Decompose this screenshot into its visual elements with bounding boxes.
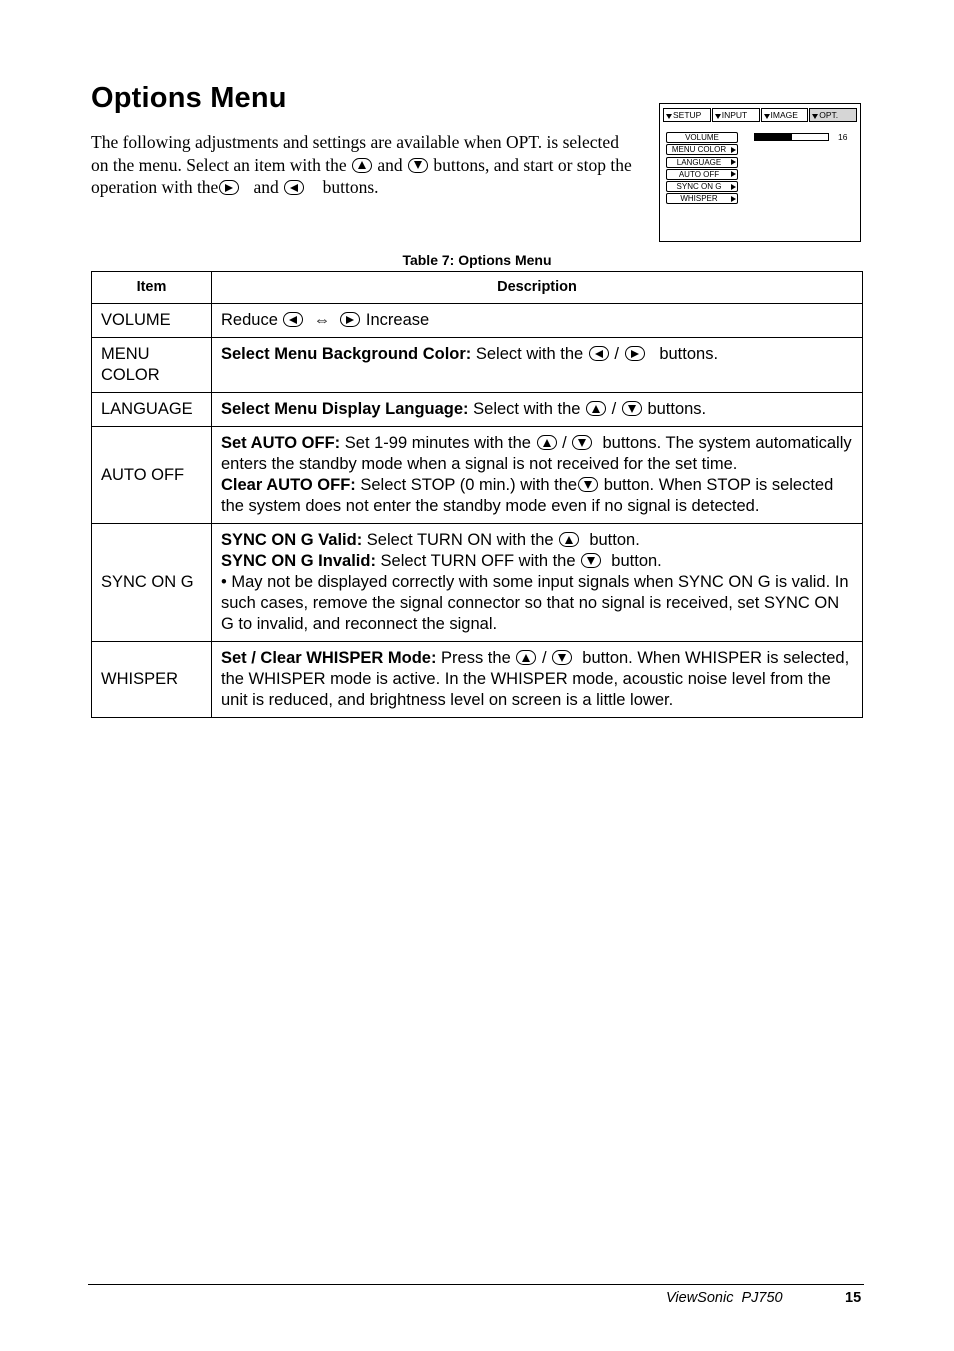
page-title: Options Menu <box>91 82 287 114</box>
up-arrow-button-icon <box>537 435 557 450</box>
osd-tab-image: IMAGE <box>761 108 809 122</box>
up-arrow-button-icon <box>516 650 536 665</box>
row-description: Set / Clear WHISPER Mode: Press the / button. When WHISPER is selected, the WHISPER mode is active. In the WHISPER mode, acoustic noise level from the unit is reduced, and brightness level on screen is a little lower. <box>212 642 863 718</box>
row-item: AUTO OFF <box>92 427 212 524</box>
up-arrow-button-icon <box>559 532 579 547</box>
intro-text-5: buttons. <box>322 177 379 197</box>
table-row <box>92 393 863 427</box>
down-arrow-button-icon <box>408 158 428 173</box>
submenu-arrow-icon <box>731 184 736 190</box>
osd-volume-value: 16 <box>838 132 848 142</box>
osd-item-list <box>666 132 738 206</box>
table-caption: Table 7: Options Menu <box>402 252 552 268</box>
intro-text-4: and <box>253 177 279 197</box>
footer-page-number: 15 <box>845 1290 862 1306</box>
osd-volume-bar <box>754 133 829 141</box>
right-arrow-button-icon <box>625 346 645 361</box>
row-item: LANGUAGE <box>92 393 212 427</box>
osd-item-sync-on-g: SYNC ON G <box>666 181 738 192</box>
table-row <box>92 338 863 393</box>
header-description: Description <box>212 272 863 304</box>
chevron-down-icon <box>764 114 770 119</box>
row-item: SYNC ON G <box>92 524 212 642</box>
intro-paragraph <box>91 131 639 199</box>
up-arrow-button-icon <box>352 158 372 173</box>
chevron-down-icon <box>715 114 721 119</box>
osd-volume-bar-fill <box>755 134 792 140</box>
down-arrow-button-icon <box>552 650 572 665</box>
osd-item-auto-off: AUTO OFF <box>666 169 738 180</box>
osd-tab-bar <box>663 108 858 122</box>
row-description: Select Menu Background Color: Select with the / buttons. <box>212 338 863 393</box>
table-header-row <box>92 272 863 304</box>
row-description: SYNC ON G Valid: Select TURN ON with the button. SYNC ON G Invalid: Select TURN OFF with the button. • May not be displayed correctly with some input signals when SYNC ON G is valid. In such cases, remove the signal connector so that no signal is received, set SYNC ON G to invalid, and reconnect the signal. <box>212 524 863 642</box>
intro-text-1: The following adjustments and settings are available when OPT. is selected on the menu. Select an item with the <box>91 132 619 175</box>
osd-item-menu-color: MENU COLOR <box>666 144 738 155</box>
submenu-arrow-icon <box>731 196 736 202</box>
table-row <box>92 427 863 524</box>
osd-item-language: LANGUAGE <box>666 157 738 168</box>
intro-text-2: and <box>377 154 403 175</box>
intro-text-3: buttons, and start or stop the operation with the <box>91 154 632 197</box>
right-arrow-button-icon <box>340 312 360 327</box>
chevron-down-icon <box>812 114 818 119</box>
osd-tab-setup: SETUP <box>663 108 711 122</box>
osd-tab-opt: OPT. <box>809 108 857 122</box>
down-arrow-button-icon <box>622 401 642 416</box>
down-arrow-button-icon <box>578 477 598 492</box>
submenu-arrow-icon <box>731 147 736 153</box>
chevron-down-icon <box>666 114 672 119</box>
table-row <box>92 524 863 642</box>
table-row <box>92 642 863 718</box>
row-description: Select Menu Display Language: Select with the / buttons. <box>212 393 863 427</box>
options-table <box>91 271 863 718</box>
row-item: WHISPER <box>92 642 212 718</box>
submenu-arrow-icon <box>731 159 736 165</box>
osd-tab-input: INPUT <box>712 108 760 122</box>
row-item: VOLUME <box>92 304 212 338</box>
row-description: Set AUTO OFF: Set 1-99 minutes with the / buttons. The system automatically enters the standby mode when a signal is not received for the set time. Clear AUTO OFF: Select STOP (0 min.) with the button. When STOP is selected the system does not enter the standby mode even if no signal is detected. <box>212 427 863 524</box>
footer-divider <box>88 1284 864 1285</box>
left-arrow-button-icon <box>589 346 609 361</box>
header-item: Item <box>92 272 212 304</box>
footer-brand: ViewSonic PJ750 <box>666 1290 783 1306</box>
right-arrow-button-icon <box>219 180 239 195</box>
osd-menu-screenshot <box>659 103 861 242</box>
left-arrow-button-icon <box>283 312 303 327</box>
submenu-arrow-icon <box>731 171 736 177</box>
up-arrow-button-icon <box>586 401 606 416</box>
left-arrow-button-icon <box>284 180 304 195</box>
osd-item-whisper: WHISPER <box>666 193 738 204</box>
table-row <box>92 304 863 338</box>
row-item: MENU COLOR <box>92 338 212 393</box>
down-arrow-button-icon <box>572 435 592 450</box>
row-description: Reduce ⇔ Increase <box>212 304 863 338</box>
down-arrow-button-icon <box>581 553 601 568</box>
osd-item-volume: VOLUME <box>666 132 738 143</box>
